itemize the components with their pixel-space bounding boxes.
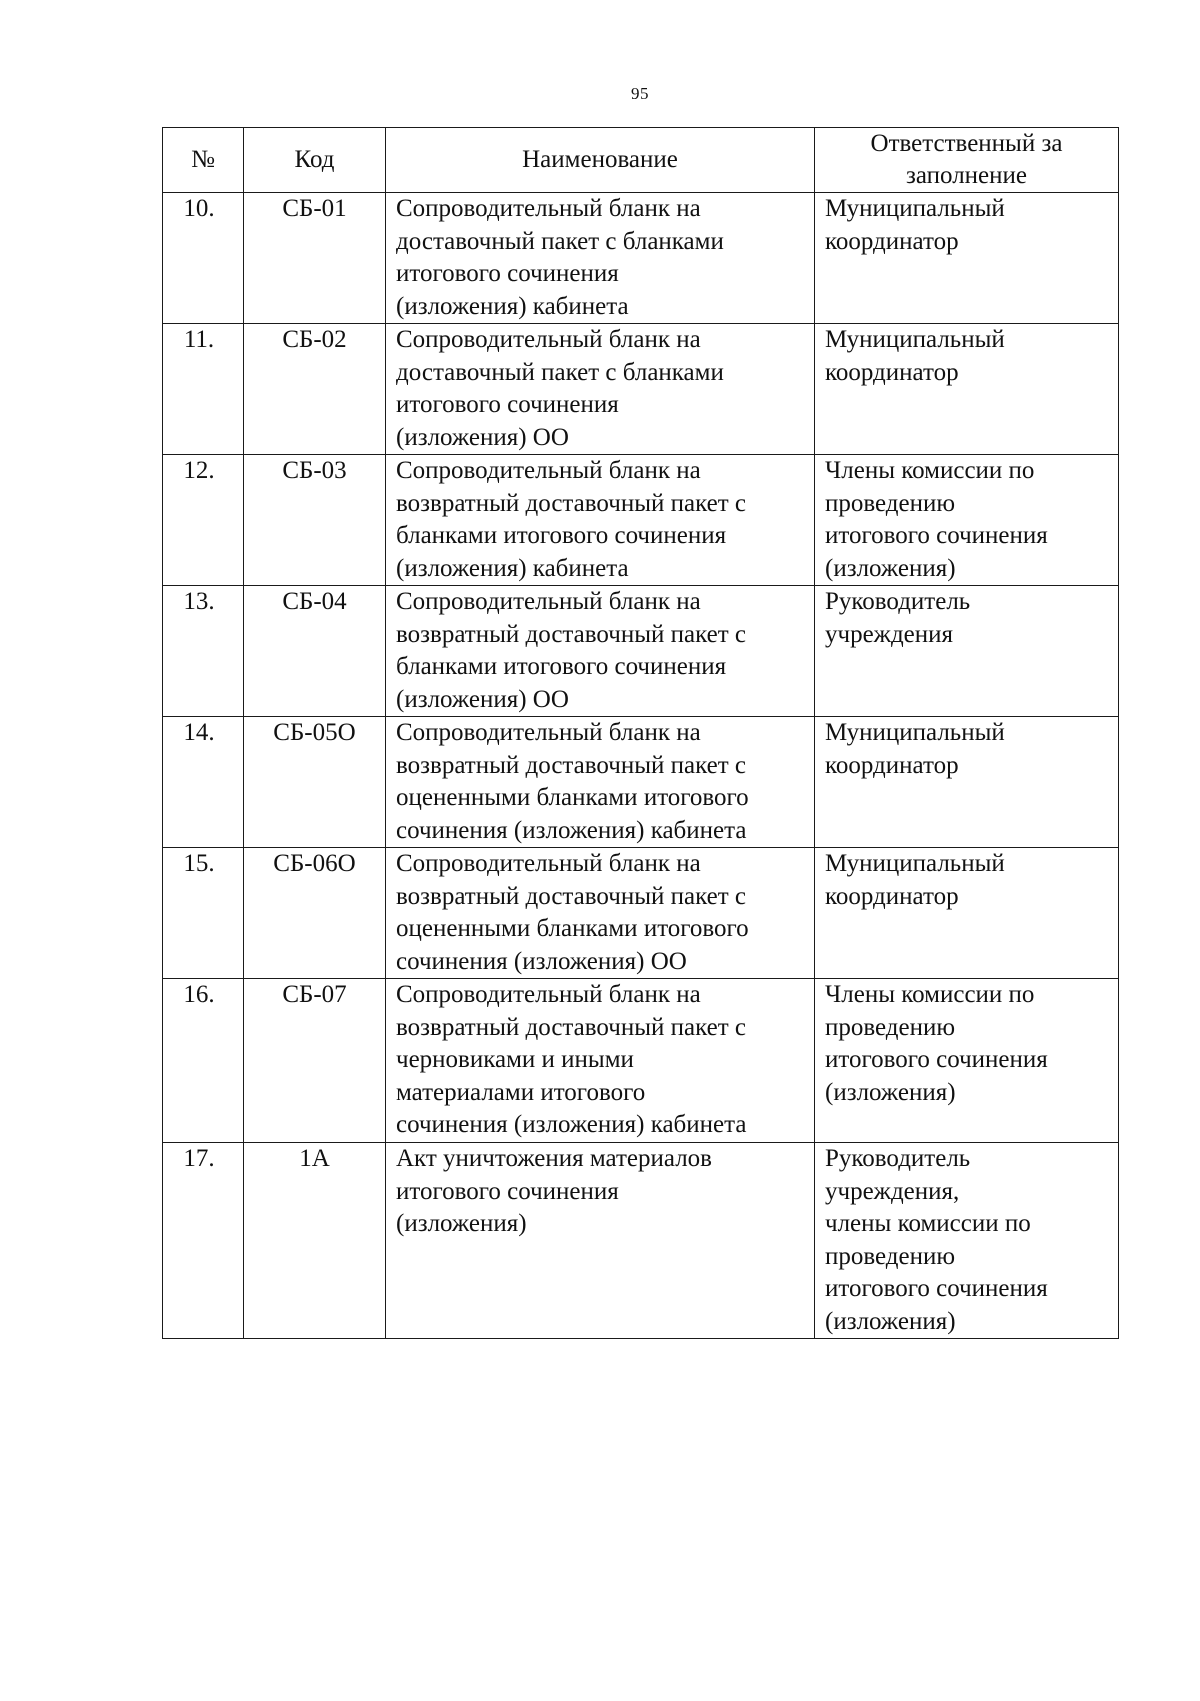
cell-responsible-line: итогового сочинения — [825, 522, 1048, 549]
cell-responsible-line: Члены комиссии по — [825, 981, 1035, 1008]
cell-responsible-line: итогового сочинения — [825, 1046, 1048, 1073]
cell-name-line: возвратный доставочный пакет с — [396, 1013, 746, 1041]
cell-name-line: оцененными бланками итогового — [396, 915, 749, 942]
table-header-row — [163, 128, 1119, 193]
header-responsible — [815, 128, 1119, 193]
cell-name-line: сочинения (изложения) кабинета — [396, 816, 747, 844]
cell-name-line: Сопроводительный бланк на — [396, 850, 701, 877]
cell-name-line: оцененными бланками итогового — [396, 784, 749, 811]
cell-name-line: возвратный доставочный пакет с — [396, 489, 746, 517]
cell-name — [386, 1143, 815, 1339]
table-row — [163, 717, 1119, 848]
cell-name — [386, 324, 815, 455]
cell-name-line: Сопроводительный бланк на — [396, 588, 701, 615]
cell-responsible-line: координатор — [825, 358, 959, 386]
cell-code: СБ-02 — [244, 324, 386, 455]
cell-number: 15. — [163, 848, 244, 979]
cell-name-line: Сопроводительный бланк на — [396, 326, 701, 353]
cell-name-line: возвратный доставочный пакет с — [396, 751, 746, 779]
header-responsible-line: заполнение — [906, 162, 1027, 189]
cell-code: СБ-05О — [244, 717, 386, 848]
cell-responsible — [815, 717, 1119, 848]
cell-code: СБ-07 — [244, 979, 386, 1143]
cell-responsible-line: учреждения — [825, 620, 954, 648]
cell-number: 17. — [163, 1143, 244, 1339]
cell-responsible-line: координатор — [825, 751, 959, 779]
cell-code: СБ-06О — [244, 848, 386, 979]
cell-name — [386, 455, 815, 586]
cell-code: СБ-03 — [244, 455, 386, 586]
cell-name-line: сочинения (изложения) ОО — [396, 947, 687, 975]
cell-name-line: (изложения) кабинета — [396, 292, 629, 320]
cell-name-line: итогового сочинения — [396, 1177, 619, 1205]
cell-name-line: бланками итогового сочинения — [396, 522, 727, 549]
cell-responsible — [815, 1143, 1119, 1339]
cell-responsible — [815, 979, 1119, 1143]
table-row — [163, 586, 1119, 717]
cell-name — [386, 979, 815, 1143]
cell-code: 1А — [244, 1143, 386, 1339]
cell-responsible — [815, 848, 1119, 979]
cell-responsible — [815, 324, 1119, 455]
cell-responsible-line: (изложения) — [825, 554, 956, 582]
cell-name — [386, 848, 815, 979]
cell-code: СБ-01 — [244, 193, 386, 324]
cell-number: 16. — [163, 979, 244, 1143]
table-row — [163, 848, 1119, 979]
cell-name-line: (изложения) ОО — [396, 685, 569, 713]
cell-name-line: бланками итогового сочинения — [396, 653, 727, 680]
table-row — [163, 193, 1119, 324]
cell-name — [386, 193, 815, 324]
table-body — [163, 193, 1119, 1339]
cell-number: 13. — [163, 586, 244, 717]
documents-table — [162, 127, 1119, 1339]
cell-name-line: Сопроводительный бланк на — [396, 981, 701, 1008]
cell-name-line: (изложения) кабинета — [396, 554, 629, 582]
cell-name-line: доставочный пакет с бланками — [396, 227, 724, 255]
cell-responsible-line: Члены комиссии по — [825, 457, 1035, 484]
cell-name-line: сочинения (изложения) кабинета — [396, 1111, 747, 1138]
cell-name — [386, 586, 815, 717]
cell-name-line: Сопроводительный бланк на — [396, 457, 701, 484]
cell-responsible-line: координатор — [825, 882, 959, 910]
cell-responsible — [815, 586, 1119, 717]
cell-responsible-line: Муниципальный — [825, 719, 1005, 746]
cell-name-line: возвратный доставочный пакет с — [396, 620, 746, 648]
cell-name-line: Сопроводительный бланк на — [396, 195, 701, 222]
cell-responsible — [815, 455, 1119, 586]
table-row — [163, 324, 1119, 455]
cell-responsible-line: проведению — [825, 1242, 956, 1270]
table-row — [163, 979, 1119, 1143]
cell-name-line: (изложения) — [396, 1210, 527, 1237]
page-number: 95 — [631, 84, 649, 103]
cell-responsible-line: учреждения, — [825, 1177, 960, 1205]
cell-responsible-line: координатор — [825, 227, 959, 255]
cell-responsible-line: проведению — [825, 489, 956, 517]
cell-name-line: итогового сочинения — [396, 260, 619, 287]
cell-responsible — [815, 193, 1119, 324]
cell-responsible-line: члены комиссии по — [825, 1210, 1031, 1237]
cell-number: 10. — [163, 193, 244, 324]
cell-name-line: Сопроводительный бланк на — [396, 719, 701, 746]
cell-responsible-line: итогового сочинения — [825, 1275, 1048, 1302]
cell-responsible-line: (изложения) — [825, 1307, 956, 1335]
header-name: Наименование — [386, 128, 815, 193]
cell-name-line: возвратный доставочный пакет с — [396, 882, 746, 910]
cell-name-line: (изложения) ОО — [396, 423, 569, 451]
cell-responsible-line: проведению — [825, 1013, 956, 1041]
cell-number: 14. — [163, 717, 244, 848]
cell-responsible-line: Муниципальный — [825, 850, 1005, 877]
cell-name-line: Акт уничтожения материалов — [396, 1145, 712, 1172]
header-num: № — [163, 128, 244, 193]
header-code: Код — [244, 128, 386, 193]
cell-name-line: доставочный пакет с бланками — [396, 358, 724, 386]
cell-responsible-line: Муниципальный — [825, 195, 1005, 222]
cell-name-line: материалами итогового — [396, 1078, 646, 1106]
cell-number: 12. — [163, 455, 244, 586]
cell-responsible-line: Руководитель — [825, 1145, 971, 1172]
cell-name-line: черновиками и иными — [396, 1046, 634, 1073]
cell-name-line: итогового сочинения — [396, 391, 619, 418]
header-responsible-line: Ответственный за — [870, 130, 1063, 157]
cell-responsible-line: Муниципальный — [825, 326, 1005, 353]
cell-responsible-line: (изложения) — [825, 1078, 956, 1106]
table-row — [163, 455, 1119, 586]
cell-number: 11. — [163, 324, 244, 455]
table-row — [163, 1143, 1119, 1339]
cell-name — [386, 717, 815, 848]
cell-code: СБ-04 — [244, 586, 386, 717]
cell-responsible-line: Руководитель — [825, 588, 971, 615]
